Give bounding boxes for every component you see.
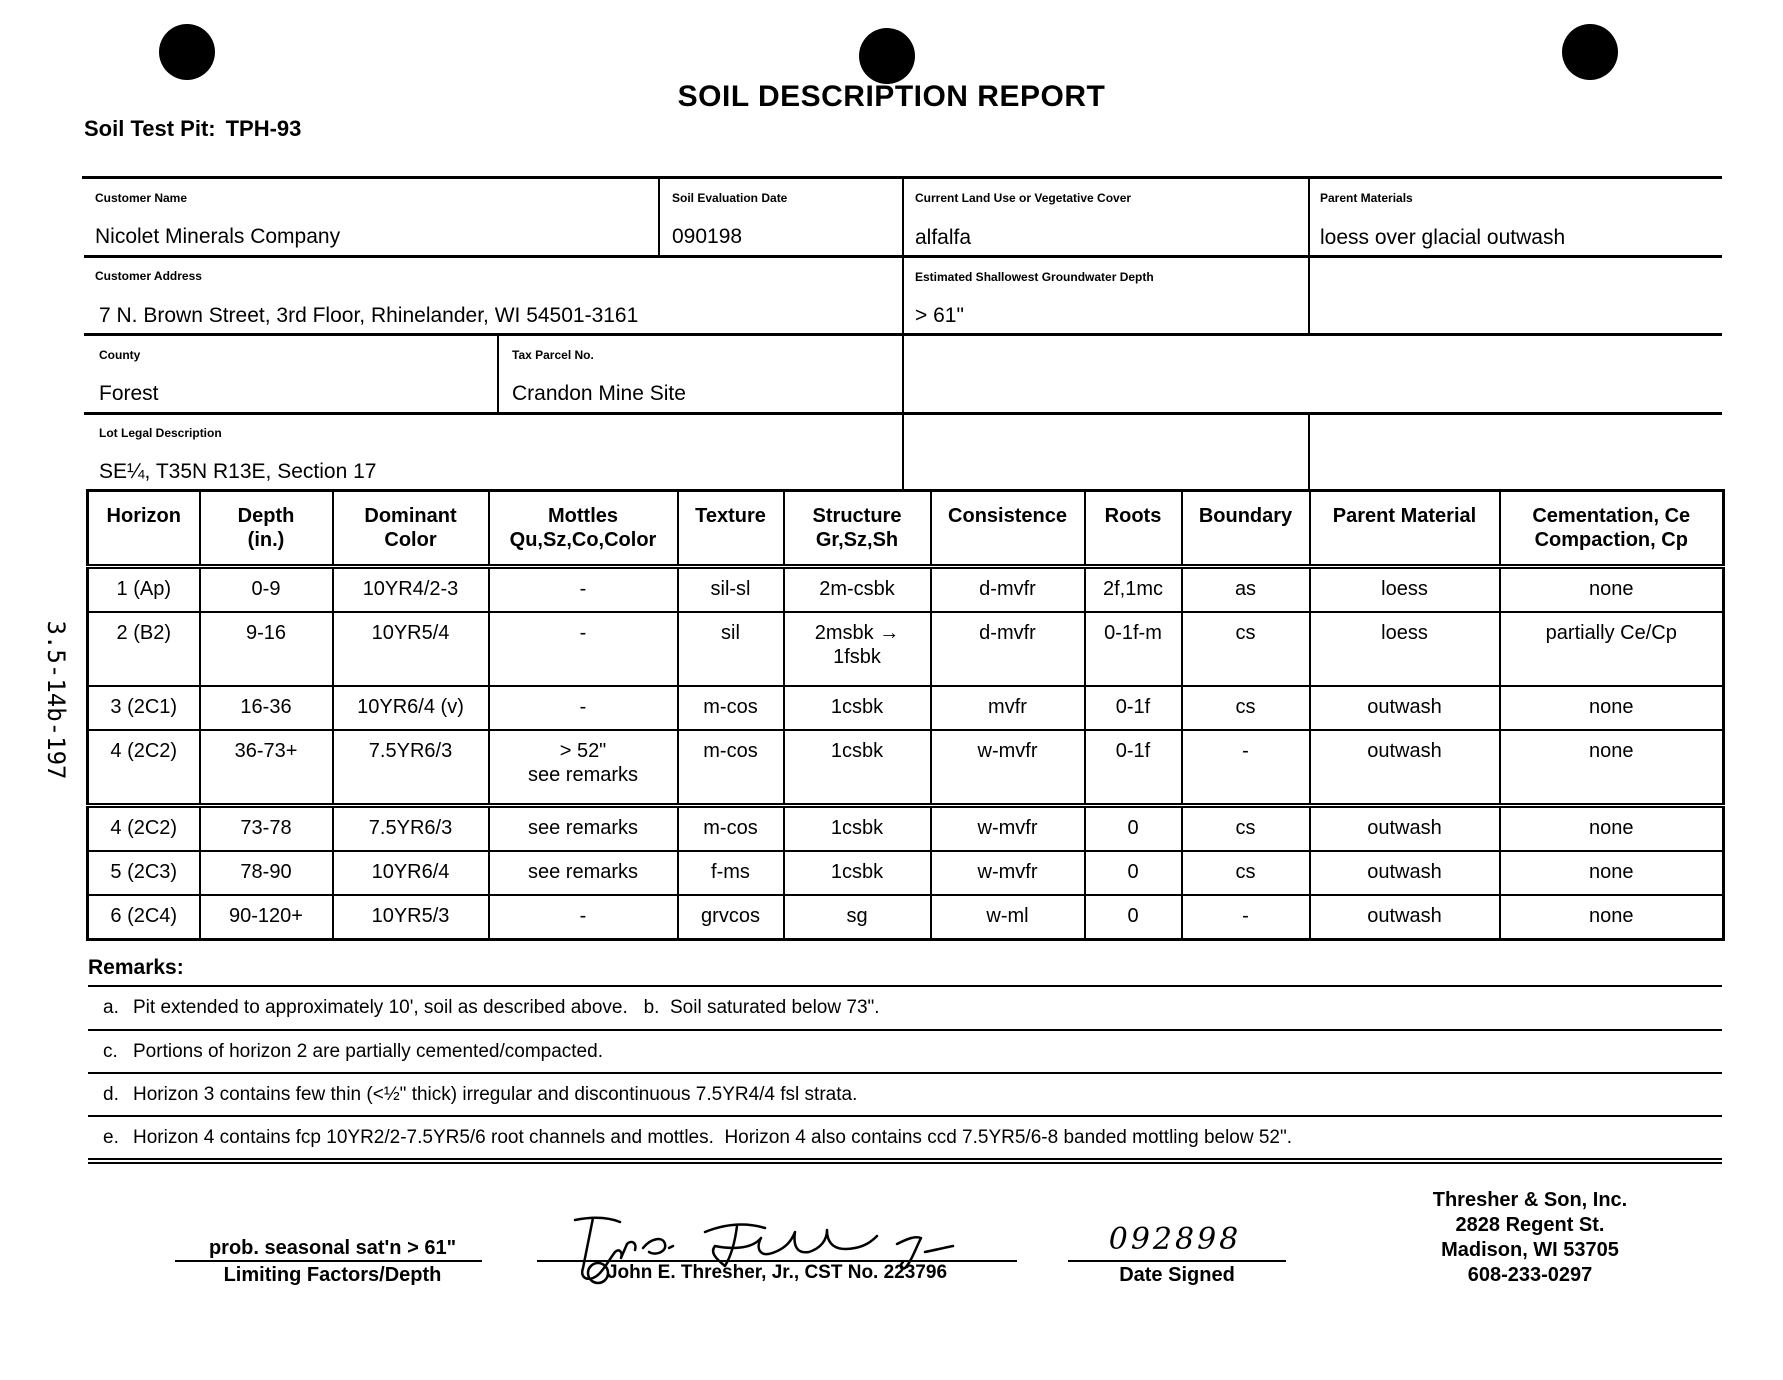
header-depth-line: Depth bbox=[237, 505, 295, 527]
cell-roots bbox=[1085, 851, 1182, 895]
cell-roots-text: 0 bbox=[1127, 861, 1139, 883]
groundwater-depth-label: Estimated Shallowest Groundwater Depth bbox=[915, 270, 1154, 284]
cell-texture bbox=[678, 851, 784, 895]
company-name: Thresher & Son, Inc. bbox=[1432, 1189, 1628, 1211]
groundwater-depth-value: > 61" bbox=[915, 304, 964, 327]
customer-name-label: Customer Name bbox=[95, 191, 188, 205]
cell-texture-text: f-ms bbox=[711, 861, 750, 883]
cell-dominant-color-text: 10YR6/4 (v) bbox=[357, 696, 464, 718]
cell-depth bbox=[200, 612, 333, 686]
header-boundary bbox=[1182, 491, 1310, 567]
cell-consistence-text: mvfr bbox=[988, 696, 1027, 718]
header-dominant-color-line: Color bbox=[384, 529, 437, 551]
cell-texture-text: grvcos bbox=[701, 905, 760, 927]
soil-test-pit bbox=[84, 116, 301, 142]
header-parent-material-line: Parent Material bbox=[1332, 505, 1477, 527]
cell-horizon bbox=[88, 806, 200, 852]
cell-roots-text: 0-1f-m bbox=[1104, 622, 1162, 644]
lot-description-label: Lot Legal Description bbox=[99, 426, 222, 440]
cell-texture-text: m-cos bbox=[703, 817, 758, 839]
cell-texture bbox=[678, 895, 784, 940]
cell-cementation-text: partially Ce/Cp bbox=[1545, 622, 1677, 644]
table-header-row bbox=[88, 491, 1724, 567]
limiting-factors-value: prob. seasonal sat'n > 61" bbox=[208, 1237, 457, 1259]
cell-parent-material-text: outwash bbox=[1367, 740, 1442, 762]
header-cementation bbox=[1500, 491, 1724, 567]
cell-roots bbox=[1085, 567, 1182, 613]
cell-boundary-text: cs bbox=[1235, 861, 1256, 883]
cell-structure bbox=[784, 567, 931, 613]
cell-horizon-text: 6 (2C4) bbox=[110, 905, 178, 927]
cell-cementation bbox=[1500, 806, 1724, 852]
cell-structure bbox=[784, 895, 931, 940]
cell-roots-text: 0 bbox=[1127, 905, 1139, 927]
cell-structure bbox=[784, 730, 931, 806]
header-horizon-line: Horizon bbox=[106, 505, 181, 527]
header-cementation-line: Cementation, Ce bbox=[1532, 505, 1691, 527]
report-title: SOIL DESCRIPTION REPORT bbox=[677, 80, 1106, 113]
cell-structure bbox=[784, 851, 931, 895]
cell-boundary bbox=[1182, 567, 1310, 613]
customer-address-value: 7 N. Brown Street, 3rd Floor, Rhinelander, WI 54501-3161 bbox=[99, 304, 639, 327]
cell-boundary-text: - bbox=[1242, 740, 1249, 762]
company-phone: 608-233-0297 bbox=[1467, 1264, 1593, 1286]
cell-dominant-color-text: 10YR5/4 bbox=[371, 622, 450, 644]
cell-mottles-text: - bbox=[579, 578, 587, 600]
cell-parent-material bbox=[1310, 851, 1500, 895]
cell-consistence bbox=[931, 612, 1085, 686]
cell-structure-text: 2msbk → bbox=[814, 622, 900, 644]
cell-horizon-text: 3 (2C1) bbox=[110, 696, 178, 718]
cell-parent-material bbox=[1310, 895, 1500, 940]
pit-value: TPH-93 bbox=[225, 116, 302, 141]
cell-cementation-text: none bbox=[1589, 696, 1634, 718]
cell-mottles-text: > 52" bbox=[559, 740, 607, 762]
cell-mottles-text: - bbox=[579, 622, 587, 644]
cell-structure-text: 1csbk bbox=[830, 817, 884, 839]
cell-mottles bbox=[489, 612, 678, 686]
punch-hole-center bbox=[859, 28, 915, 84]
cell-consistence-text: w-mvfr bbox=[977, 861, 1038, 883]
cell-horizon bbox=[88, 612, 200, 686]
cell-horizon-text: 1 (Ap) bbox=[116, 578, 171, 600]
remark-text: Horizon 3 contains few thin (<½" thick) irregular and discontinuous 7.5YR4/4 fsl strata. bbox=[133, 1084, 858, 1105]
header-dominant-color-line: Dominant bbox=[364, 505, 457, 527]
cell-depth-text: 90-120+ bbox=[229, 905, 303, 927]
remark-item bbox=[103, 1127, 1292, 1149]
evaluation-date-label: Soil Evaluation Date bbox=[672, 191, 788, 205]
header-texture-line: Texture bbox=[695, 505, 766, 527]
cell-horizon bbox=[88, 567, 200, 613]
cell-mottles-text: - bbox=[579, 905, 587, 927]
remark-item bbox=[103, 1041, 603, 1063]
signer-name: John E. Thresher, Jr., CST No. 223796 bbox=[606, 1262, 948, 1283]
cell-cementation-text: none bbox=[1589, 905, 1634, 927]
header-mottles bbox=[489, 491, 678, 567]
handwritten-signature bbox=[565, 1208, 985, 1298]
cell-roots-text: 0 bbox=[1127, 817, 1139, 839]
header-depth bbox=[200, 491, 333, 567]
cell-depth bbox=[200, 730, 333, 806]
table-row bbox=[88, 851, 1724, 895]
cell-cementation-text: none bbox=[1589, 740, 1634, 762]
cell-dominant-color-text: 10YR6/4 bbox=[371, 861, 450, 883]
remark-letter: d. bbox=[103, 1084, 119, 1105]
cell-structure-text: 1csbk bbox=[830, 861, 884, 883]
cell-depth-text: 78-90 bbox=[240, 861, 292, 883]
cell-parent-material-text: outwash bbox=[1367, 905, 1442, 927]
remark-letter: c. bbox=[103, 1041, 118, 1062]
cell-consistence bbox=[931, 806, 1085, 852]
cell-mottles bbox=[489, 851, 678, 895]
county-value: Forest bbox=[99, 382, 159, 405]
cell-boundary-text: cs bbox=[1235, 817, 1256, 839]
header-mottles-line: Mottles bbox=[548, 505, 618, 527]
cell-depth-text: 36-73+ bbox=[234, 740, 298, 762]
cell-structure-text: sg bbox=[846, 905, 868, 927]
cell-structure bbox=[784, 612, 931, 686]
header-texture bbox=[678, 491, 784, 567]
cell-dominant-color-text: 7.5YR6/3 bbox=[368, 817, 453, 839]
date-signed-value: 092898 bbox=[1108, 1222, 1242, 1257]
table-row bbox=[88, 730, 1724, 806]
cell-depth-text: 16-36 bbox=[240, 696, 292, 718]
table-row bbox=[88, 612, 1724, 686]
cell-parent-material-text: outwash bbox=[1367, 696, 1442, 718]
header-dominant-color bbox=[333, 491, 489, 567]
cell-structure bbox=[784, 686, 931, 730]
cell-texture bbox=[678, 730, 784, 806]
cell-structure-text: 1csbk bbox=[830, 696, 884, 718]
remark-letter: a. bbox=[103, 997, 119, 1018]
cell-texture bbox=[678, 686, 784, 730]
cell-structure bbox=[784, 806, 931, 852]
cell-parent-material bbox=[1310, 612, 1500, 686]
remark-text: Portions of horizon 2 are partially cemented/compacted. bbox=[133, 1041, 603, 1062]
cell-cementation-text: none bbox=[1589, 817, 1634, 839]
cell-consistence-text: w-mvfr bbox=[977, 740, 1038, 762]
punch-hole-right bbox=[1562, 24, 1618, 80]
cell-parent-material bbox=[1310, 686, 1500, 730]
table-row bbox=[88, 895, 1724, 940]
cell-consistence-text: w-ml bbox=[986, 905, 1029, 927]
remark-text: Pit extended to approximately 10', soil as described above. b. Soil saturated below 73". bbox=[133, 997, 880, 1018]
cell-dominant-color-text: 10YR5/3 bbox=[371, 905, 450, 927]
cell-boundary-text: - bbox=[1242, 905, 1249, 927]
cell-roots-text: 0-1f bbox=[1115, 740, 1151, 762]
cell-cementation bbox=[1500, 686, 1724, 730]
tax-parcel-label: Tax Parcel No. bbox=[512, 348, 594, 362]
cell-mottles bbox=[489, 567, 678, 613]
tax-parcel-value: Crandon Mine Site bbox=[512, 382, 686, 405]
cell-texture-text: m-cos bbox=[703, 740, 758, 762]
cell-mottles bbox=[489, 730, 678, 806]
evaluation-date-value: 090198 bbox=[672, 225, 743, 248]
cell-structure-text: 1fsbk bbox=[833, 646, 881, 668]
cell-horizon bbox=[88, 730, 200, 806]
cell-texture-text: sil bbox=[721, 622, 740, 644]
cell-depth-text: 0-9 bbox=[251, 578, 281, 600]
table-row bbox=[88, 686, 1724, 730]
pit-label: Soil Test Pit: bbox=[84, 116, 216, 141]
remarks-title: Remarks: bbox=[88, 956, 184, 979]
cell-mottles-text: see remarks bbox=[527, 861, 639, 883]
cell-parent-material-text: outwash bbox=[1367, 817, 1442, 839]
cell-consistence bbox=[931, 567, 1085, 613]
cell-boundary bbox=[1182, 686, 1310, 730]
cell-horizon bbox=[88, 686, 200, 730]
remark-item bbox=[103, 1084, 857, 1106]
cell-horizon bbox=[88, 851, 200, 895]
cell-parent-material bbox=[1310, 806, 1500, 852]
company-city: Madison, WI 53705 bbox=[1441, 1239, 1619, 1261]
cell-horizon-text: 2 (B2) bbox=[116, 622, 171, 644]
cell-consistence bbox=[931, 895, 1085, 940]
cell-depth bbox=[200, 567, 333, 613]
cell-parent-material bbox=[1310, 567, 1500, 613]
cell-dominant-color bbox=[333, 806, 489, 852]
cell-dominant-color bbox=[333, 612, 489, 686]
cell-mottles-text: see remarks bbox=[527, 764, 639, 786]
header-consistence bbox=[931, 491, 1085, 567]
cell-mottles bbox=[489, 806, 678, 852]
cell-boundary bbox=[1182, 806, 1310, 852]
customer-name-value: Nicolet Minerals Company bbox=[95, 225, 341, 248]
cell-horizon bbox=[88, 895, 200, 940]
cell-roots-text: 0-1f bbox=[1115, 696, 1151, 718]
cell-roots bbox=[1085, 895, 1182, 940]
header-boundary-line: Boundary bbox=[1198, 505, 1293, 527]
cell-consistence-text: d-mvfr bbox=[979, 622, 1036, 644]
cell-depth bbox=[200, 851, 333, 895]
cell-cementation bbox=[1500, 895, 1724, 940]
header-structure-line: Structure bbox=[812, 505, 902, 527]
cell-boundary bbox=[1182, 612, 1310, 686]
cell-texture bbox=[678, 567, 784, 613]
cell-horizon-text: 4 (2C2) bbox=[110, 740, 178, 762]
header-cementation-line: Compaction, Cp bbox=[1534, 529, 1688, 551]
cell-parent-material bbox=[1310, 730, 1500, 806]
parent-materials-label: Parent Materials bbox=[1320, 191, 1413, 205]
cell-consistence bbox=[931, 686, 1085, 730]
table-row bbox=[88, 806, 1724, 852]
cell-roots bbox=[1085, 686, 1182, 730]
cell-roots-text: 2f,1mc bbox=[1102, 578, 1164, 600]
cell-dominant-color bbox=[333, 730, 489, 806]
cell-cementation bbox=[1500, 730, 1724, 806]
cell-parent-material-text: loess bbox=[1381, 622, 1428, 644]
cell-mottles-text: - bbox=[579, 696, 587, 718]
date-signed-label: Date Signed bbox=[1119, 1264, 1235, 1286]
header-parent-material bbox=[1310, 491, 1500, 567]
cell-structure-text: 1csbk bbox=[830, 740, 884, 762]
cell-dominant-color bbox=[333, 686, 489, 730]
header-mottles-line: Qu,Sz,Co,Color bbox=[509, 529, 657, 551]
cell-dominant-color-text: 10YR4/2-3 bbox=[362, 578, 459, 600]
lot-description-value: SE¼, T35N R13E, Section 17 bbox=[99, 460, 377, 483]
cell-cementation-text: none bbox=[1589, 861, 1634, 883]
horizon-table bbox=[86, 489, 1725, 941]
parent-materials-value: loess over glacial outwash bbox=[1320, 226, 1566, 249]
limiting-factors-label: Limiting Factors/Depth bbox=[223, 1264, 442, 1286]
company-address bbox=[1400, 1188, 1660, 1288]
cell-consistence bbox=[931, 730, 1085, 806]
header-depth-line: (in.) bbox=[247, 529, 285, 551]
cell-texture-text: sil-sl bbox=[710, 578, 751, 600]
land-use-value: alfalfa bbox=[915, 226, 972, 249]
punch-hole-left bbox=[159, 24, 215, 80]
cell-dominant-color-text: 7.5YR6/3 bbox=[368, 740, 453, 762]
cell-mottles bbox=[489, 895, 678, 940]
header-structure-line: Gr,Sz,Sh bbox=[815, 529, 899, 551]
customer-address-label: Customer Address bbox=[95, 269, 202, 283]
cell-roots bbox=[1085, 612, 1182, 686]
cell-depth-text: 9-16 bbox=[245, 622, 287, 644]
remark-letter: e. bbox=[103, 1127, 119, 1148]
cell-depth bbox=[200, 806, 333, 852]
table-row bbox=[88, 567, 1724, 613]
cell-texture bbox=[678, 806, 784, 852]
cell-dominant-color bbox=[333, 895, 489, 940]
cell-dominant-color bbox=[333, 567, 489, 613]
cell-texture-text: m-cos bbox=[703, 696, 758, 718]
cell-depth bbox=[200, 686, 333, 730]
cell-cementation bbox=[1500, 851, 1724, 895]
cell-boundary-text: cs bbox=[1235, 622, 1256, 644]
cell-roots bbox=[1085, 730, 1182, 806]
header-horizon bbox=[88, 491, 200, 567]
header-consistence-line: Consistence bbox=[948, 505, 1067, 527]
remark-item bbox=[103, 997, 880, 1019]
cell-dominant-color bbox=[333, 851, 489, 895]
cell-roots bbox=[1085, 806, 1182, 852]
cell-boundary bbox=[1182, 851, 1310, 895]
county-label: County bbox=[99, 348, 141, 362]
cell-depth-text: 73-78 bbox=[240, 817, 292, 839]
cell-boundary-text: as bbox=[1234, 578, 1257, 600]
cell-consistence-text: d-mvfr bbox=[979, 578, 1036, 600]
cell-parent-material-text: loess bbox=[1381, 578, 1428, 600]
cell-depth bbox=[200, 895, 333, 940]
cell-boundary bbox=[1182, 895, 1310, 940]
cell-cementation bbox=[1500, 567, 1724, 613]
remark-text: Horizon 4 contains fcp 10YR2/2-7.5YR5/6 root channels and mottles. Horizon 4 also contains ccd 7.5YR5/6-8 banded mottling below 52". bbox=[133, 1127, 1293, 1148]
cell-consistence-text: w-mvfr bbox=[977, 817, 1038, 839]
side-document-code: 3.5-14b-197 bbox=[42, 620, 70, 780]
header-roots bbox=[1085, 491, 1182, 567]
cell-mottles bbox=[489, 686, 678, 730]
cell-consistence bbox=[931, 851, 1085, 895]
cell-horizon-text: 4 (2C2) bbox=[110, 817, 178, 839]
land-use-label: Current Land Use or Vegetative Cover bbox=[915, 191, 1132, 205]
cell-boundary-text: cs bbox=[1235, 696, 1256, 718]
company-street: 2828 Regent St. bbox=[1455, 1214, 1605, 1236]
cell-cementation-text: none bbox=[1589, 578, 1634, 600]
header-structure bbox=[784, 491, 931, 567]
cell-boundary bbox=[1182, 730, 1310, 806]
header-roots-line: Roots bbox=[1104, 505, 1162, 527]
cell-parent-material-text: outwash bbox=[1367, 861, 1442, 883]
cell-structure-text: 2m-csbk bbox=[819, 578, 895, 600]
cell-cementation bbox=[1500, 612, 1724, 686]
cell-horizon-text: 5 (2C3) bbox=[110, 861, 178, 883]
cell-mottles-text: see remarks bbox=[527, 817, 639, 839]
cell-texture bbox=[678, 612, 784, 686]
